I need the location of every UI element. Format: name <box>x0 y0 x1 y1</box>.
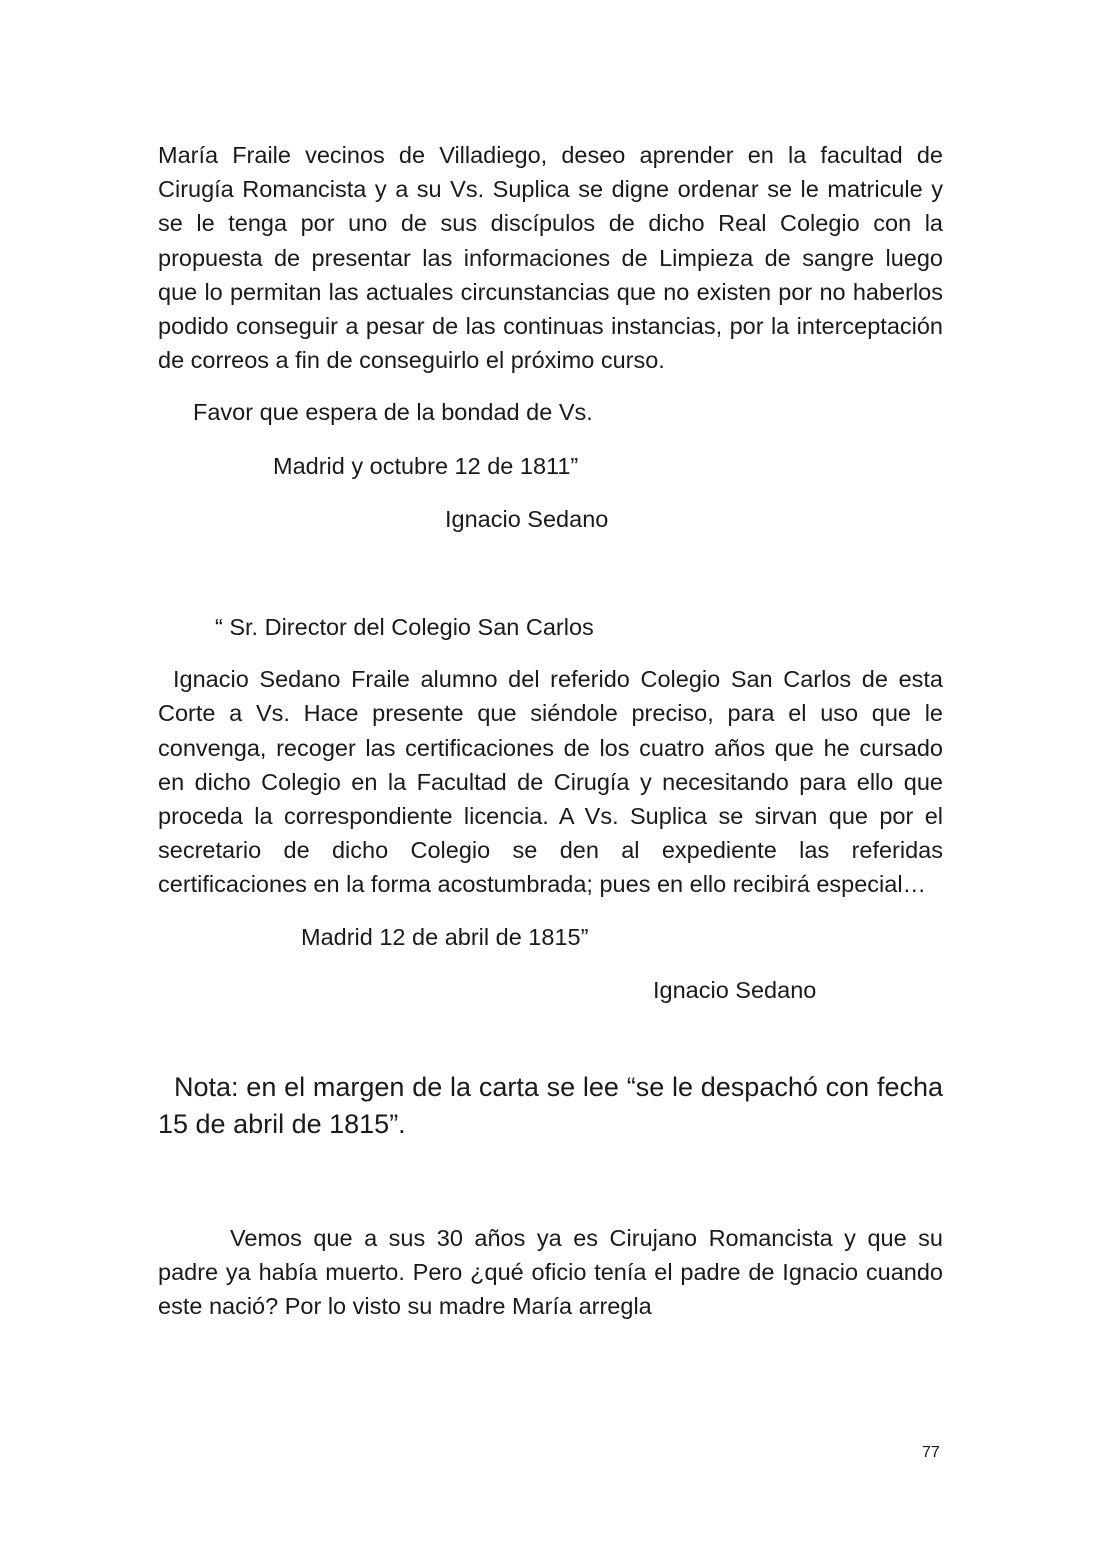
page-number: 77 <box>922 1444 940 1461</box>
letter-1-body: María Fraile vecinos de Villadiego, deseo aprender en la facultad de Cirugía Romancista y a su Vs. Suplica se digne ordenar se le matricule y se le tenga por uno de sus discípulos de dicho Real Colegio con la propuesta de presentar las informaciones de Limpieza de sangre luego que lo permitan las actuales circunstancias que no existen por no haberlos podido conseguir a pesar de las continuas instancias, por la interceptación de correos a fin de conseguirlo el próximo curso. <box>158 142 943 374</box>
letter-2-date: Madrid 12 de abril de 1815” <box>301 923 589 950</box>
letter-2-salutation: “ Sr. Director del Colegio San Carlos <box>215 614 594 641</box>
letter-2-signature: Ignacio Sedano <box>653 976 817 1003</box>
letter-1-signature: Ignacio Sedano <box>445 505 609 532</box>
letter-2-body: Ignacio Sedano Fraile alumno del referido Colegio San Carlos de esta Corte a Vs. Hace presente que siéndole preciso, para el uso que le convenga, recoger las certificaciones de los cuatro años que he cursado en dicho Colegio en la Facultad de Cirugía y necesitando para ello que proceda la correspondiente licencia. A Vs. Suplica se sirvan que por el secretario de dicho Colegio se den al expediente las referidas certificaciones en la forma acostumbrada; pues en ello recibirá especial… <box>158 666 943 898</box>
commentary-paragraph: Vemos que a sus 30 años ya es Cirujano Romancista y que su padre ya había muerto. Pero ¿qué oficio tenía el padre de Ignacio cuando este nació? Por lo visto su madre María arregla <box>158 1225 943 1320</box>
letter-1-date: Madrid y octubre 12 de 1811” <box>273 452 579 479</box>
margin-note: Nota: en el margen de la carta se lee “se le despachó con fecha 15 de abril de 1815”. <box>158 1072 943 1140</box>
letter-1-closing: Favor que espera de la bondad de Vs. <box>193 399 593 426</box>
page-body <box>158 138 943 1324</box>
